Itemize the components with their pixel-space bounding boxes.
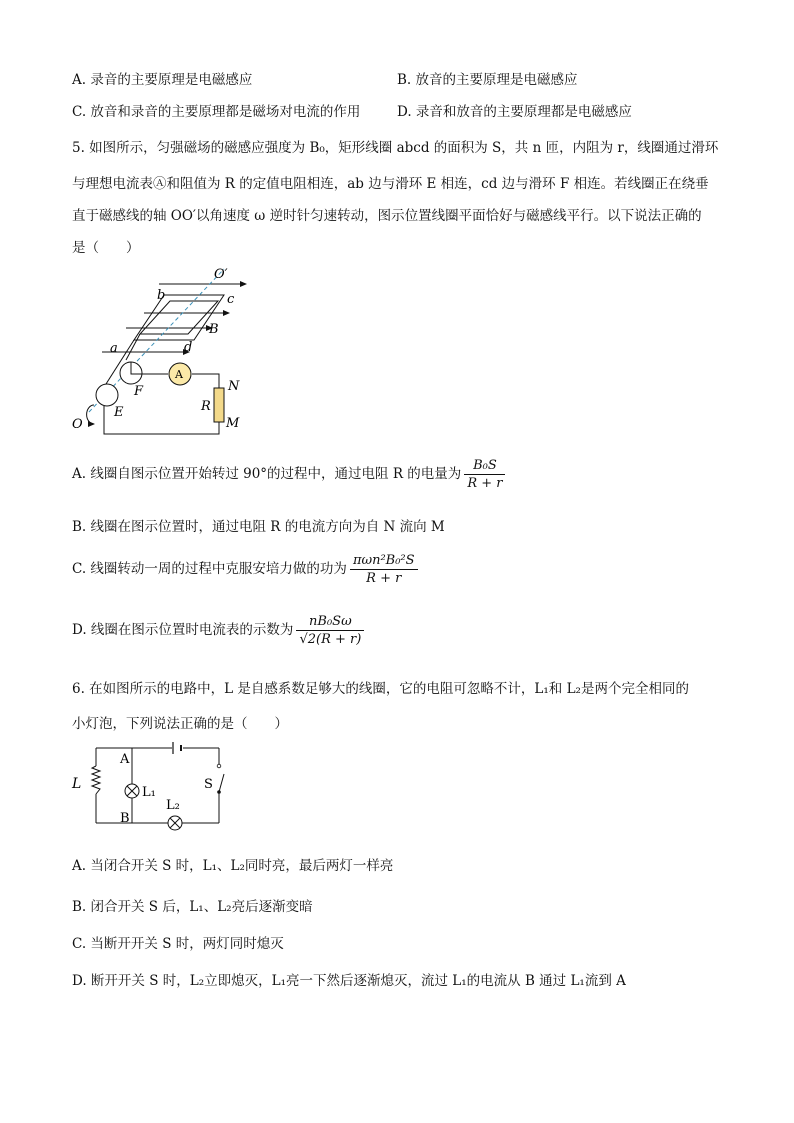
label-e: E xyxy=(114,405,124,420)
label-l2: L₂ xyxy=(166,798,180,813)
label-l: L xyxy=(72,776,82,792)
q5-option-c-text: C. 线圈转动一周的过程中克服安培力做的功为 xyxy=(72,561,347,577)
label-l1: L₁ xyxy=(142,785,156,800)
q5-stem-line-1: 5. 如图所示，匀强磁场的磁感应强度为 B₀，矩形线圈 abcd 的面积为 S，共 n 匝，内阻为 r，线圈通过滑环 xyxy=(72,140,719,156)
q5-option-a-denominator: R + r xyxy=(467,476,503,491)
q5-option-c-fraction xyxy=(350,553,418,586)
label-o: O xyxy=(72,417,83,432)
label-m: M xyxy=(226,416,240,431)
inductor-icon xyxy=(92,766,100,794)
q4-option-d: D. 录音和放音的主要原理都是电磁感应 xyxy=(397,104,632,120)
q5-generator-figure xyxy=(64,262,264,438)
q5-stem-line-2: 与理想电流表Ⓐ和阻值为 R 的定值电阻相连，ab 边与滑环 E 相连，cd 边与滑环 F 相连。若线圈正在绕垂 xyxy=(72,176,709,192)
q5-option-d-text: D. 线圈在图示位置时电流表的示数为 xyxy=(72,622,294,638)
lamp-l2-icon xyxy=(168,816,182,830)
switch-contact xyxy=(217,790,221,794)
label-b: b xyxy=(157,288,166,303)
label-a: a xyxy=(110,341,118,356)
label-ammeter: A xyxy=(175,368,183,381)
q5-stem-line-4: 是（ ） xyxy=(72,240,140,256)
q5-option-a-fraction xyxy=(464,458,505,491)
resistor-icon xyxy=(214,388,224,422)
q4-option-c: C. 放音和录音的主要原理都是磁场对电流的作用 xyxy=(72,104,361,120)
label-field-b: B xyxy=(209,322,219,337)
q5-option-a-numerator: B₀S xyxy=(464,458,505,475)
q5-option-b: B. 线圈在图示位置时，通过电阻 R 的电流方向为自 N 流向 M xyxy=(72,519,445,535)
slip-ring-e xyxy=(96,384,118,406)
q6-stem-line-2: 小灯泡，下列说法正确的是（ ） xyxy=(72,716,288,732)
q6-option-c: C. 当断开开关 S 时，两灯同时熄灭 xyxy=(72,936,284,952)
q6-option-b: B. 闭合开关 S 后，L₁、L₂亮后逐渐变暗 xyxy=(72,899,313,915)
label-a: A xyxy=(120,752,130,767)
rotation-arrow-icon xyxy=(87,405,94,424)
switch-terminal xyxy=(217,764,221,768)
label-n: N xyxy=(228,379,240,394)
q5-option-a-text: A. 线圈自图示位置开始转过 90°的过程中，通过电阻 R 的电量为 xyxy=(72,466,462,482)
q5-option-a xyxy=(72,458,505,491)
label-b: B xyxy=(120,811,130,826)
q5-option-d xyxy=(72,614,364,647)
lamp-l1-icon xyxy=(125,784,139,798)
label-d: d xyxy=(184,340,193,355)
q6-option-d: D. 断开开关 S 时，L₂立即熄灭，L₁亮一下然后逐渐熄灭，流过 L₁的电流从 B 通过 L₁流到 A xyxy=(72,973,626,989)
q5-option-c-denominator: R + r xyxy=(366,571,402,586)
q5-stem-line-3: 直于磁感线的轴 OO′以角速度 ω 逆时针匀速转动，图示位置线圈平面恰好与磁感线平行。以下说法正确的 xyxy=(72,208,702,224)
label-s: S xyxy=(204,777,213,792)
label-o-prime: O′ xyxy=(214,267,228,282)
q6-circuit-figure xyxy=(64,736,234,836)
label-r: R xyxy=(201,399,211,414)
q5-option-c-numerator: πωn²B₀²S xyxy=(350,553,418,570)
q6-stem-line-1: 6. 在如图所示的电路中，L 是自感系数足够大的线圈，它的电阻可忽略不计，L₁和 L₂是两个完全相同的 xyxy=(72,681,689,697)
q5-option-d-fraction xyxy=(296,614,364,647)
q5-option-c xyxy=(72,553,418,586)
q4-option-b: B. 放音的主要原理是电磁感应 xyxy=(397,72,578,88)
q5-option-d-numerator: nB₀Sω xyxy=(296,614,364,631)
label-c: c xyxy=(227,292,235,307)
field-lines xyxy=(102,284,246,352)
q5-option-d-denominator: √2(R + r) xyxy=(299,632,362,647)
q6-option-a: A. 当闭合开关 S 时，L₁、L₂同时亮，最后两灯一样亮 xyxy=(72,858,394,874)
q4-option-a: A. 录音的主要原理是电磁感应 xyxy=(72,72,253,88)
label-f: F xyxy=(134,384,144,399)
